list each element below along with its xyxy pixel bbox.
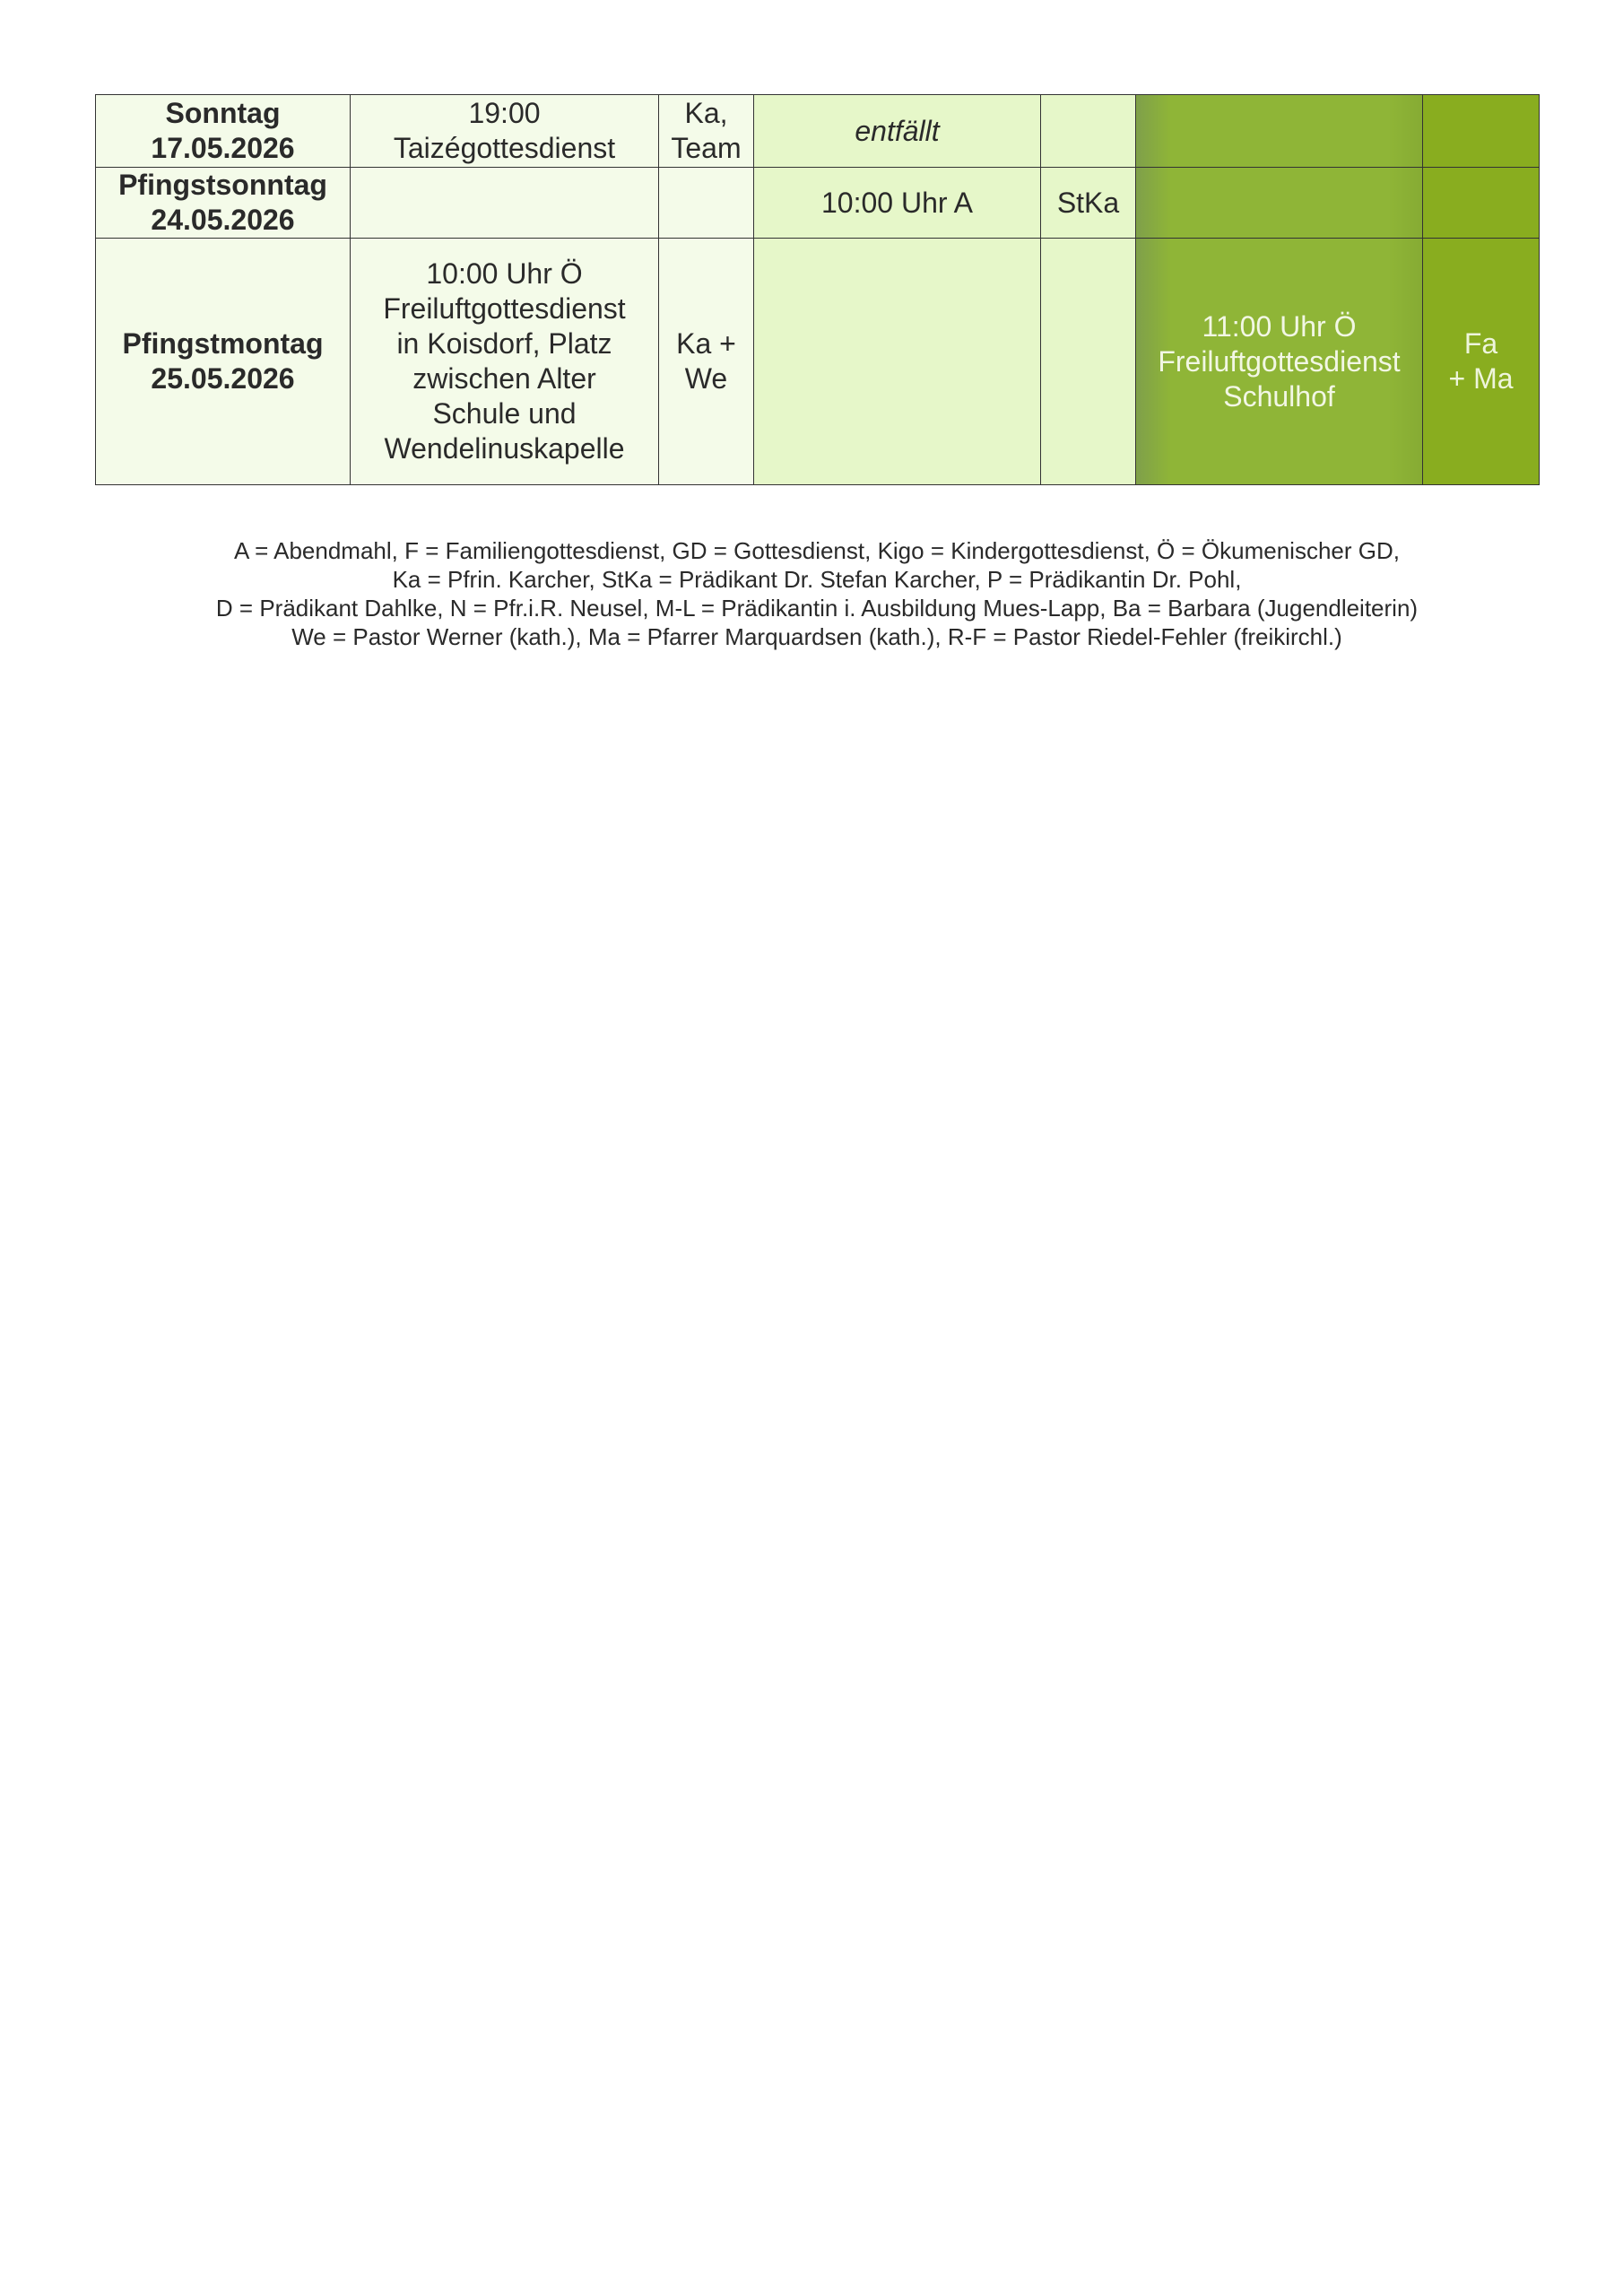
abbreviation-legend — [95, 536, 1539, 651]
event-cell-col3 — [1136, 168, 1423, 239]
officiant-cell-col3 — [1423, 95, 1540, 168]
table-row — [96, 95, 1540, 168]
event-cell-col1: 10:00 Uhr Ö Freiluftgottesdienst in Koisdorf, Platz zwischen Alter Schule und Wendelinuskapelle — [351, 239, 659, 485]
event-cell-col1 — [351, 168, 659, 239]
event-cell-col2: entfällt — [754, 95, 1041, 168]
date-cell — [96, 239, 351, 485]
date-label: 25.05.2026 — [151, 362, 295, 395]
officiant-cell-col2 — [1041, 95, 1136, 168]
event-cell-col2 — [754, 239, 1041, 485]
officiant-cell-col1: Ka, Team — [659, 95, 754, 168]
officiant-cell-col2 — [1041, 239, 1136, 485]
legend-line: D = Prädikant Dahlke, N = Pfr.i.R. Neusel, M-L = Prädikantin i. Ausbildung Mues-Lapp, Ba = Barbara (Jugendleiterin) — [215, 595, 1419, 622]
officiant-cell-col3: Fa + Ma — [1423, 239, 1540, 485]
table-row — [96, 239, 1540, 485]
officiant-cell-col3 — [1423, 168, 1540, 239]
date-label: 24.05.2026 — [151, 204, 295, 236]
weekday-label: Pfingstmontag — [122, 327, 324, 360]
legend-line: Ka = Pfrin. Karcher, StKa = Prädikant Dr. Stefan Karcher, P = Prädikantin Dr. Pohl, — [392, 566, 1242, 593]
event-cell-col1: 19:00 Taizégottesdienst — [351, 95, 659, 168]
date-cell — [96, 168, 351, 239]
service-schedule-table — [95, 94, 1540, 485]
event-cell-col3 — [1136, 95, 1423, 168]
table-row — [96, 168, 1540, 239]
weekday-label: Sonntag — [165, 97, 281, 129]
event-cell-col3: 11:00 Uhr Ö Freiluftgottesdienst Schulhof — [1136, 239, 1423, 485]
event-cell-col2: 10:00 Uhr A — [754, 168, 1041, 239]
date-cell — [96, 95, 351, 168]
legend-line: A = Abendmahl, F = Familiengottesdienst, GD = Gottesdienst, Kigo = Kindergottesdienst, Ö = Ökumenischer GD, — [234, 537, 1400, 564]
officiant-cell-col1: Ka + We — [659, 239, 754, 485]
legend-line: We = Pastor Werner (kath.), Ma = Pfarrer Marquardsen (kath.), R-F = Pastor Riedel-Fehler (freikirchl.) — [291, 623, 1342, 650]
date-label: 17.05.2026 — [151, 132, 295, 164]
weekday-label: Pfingstsonntag — [118, 169, 327, 201]
officiant-cell-col2: StKa — [1041, 168, 1136, 239]
officiant-cell-col1 — [659, 168, 754, 239]
